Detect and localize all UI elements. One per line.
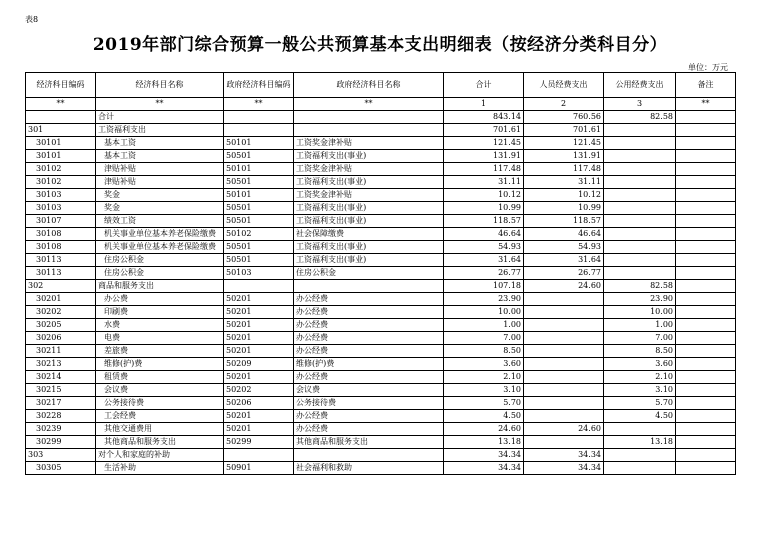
table-row — [26, 137, 736, 150]
header-gov-name: 政府经济科目名称 — [294, 73, 444, 98]
header-row — [26, 73, 736, 98]
public-cell — [604, 215, 676, 228]
name-cell: 其他商品和服务支出 — [96, 436, 224, 449]
total-cell: 8.50 — [444, 345, 524, 358]
total-cell: 843.14 — [444, 111, 524, 124]
note-cell — [676, 332, 736, 345]
personnel-cell — [524, 358, 604, 371]
gov-name-cell: 工资福利支出(事业) — [294, 254, 444, 267]
gov-name-cell: 办公经费 — [294, 319, 444, 332]
note-cell — [676, 293, 736, 306]
code-cell: 30103 — [26, 202, 96, 215]
note-cell — [676, 358, 736, 371]
personnel-cell — [524, 293, 604, 306]
table-row — [26, 345, 736, 358]
note-cell — [676, 215, 736, 228]
personnel-cell: 26.77 — [524, 267, 604, 280]
public-cell — [604, 189, 676, 202]
public-cell — [604, 137, 676, 150]
total-cell: 23.90 — [444, 293, 524, 306]
table-row — [26, 397, 736, 410]
total-cell: 107.18 — [444, 280, 524, 293]
table-row — [26, 410, 736, 423]
code-cell: 30101 — [26, 150, 96, 163]
gov-code-cell — [224, 449, 294, 462]
table-row — [26, 436, 736, 449]
header-personnel: 人员经费支出 — [524, 73, 604, 98]
code-cell: 30103 — [26, 189, 96, 202]
personnel-cell: 10.12 — [524, 189, 604, 202]
gov-code-cell: 50501 — [224, 150, 294, 163]
table-row — [26, 462, 736, 475]
name-cell: 工会经费 — [96, 410, 224, 423]
table-row — [26, 254, 736, 267]
gov-name-cell: 社会保障缴费 — [294, 228, 444, 241]
code-cell: 301 — [26, 124, 96, 137]
marker-cell: 3 — [604, 98, 676, 111]
note-cell — [676, 423, 736, 436]
code-cell: 30205 — [26, 319, 96, 332]
code-cell: 30108 — [26, 228, 96, 241]
personnel-cell: 24.60 — [524, 423, 604, 436]
personnel-cell: 131.91 — [524, 150, 604, 163]
marker-cell: ** — [294, 98, 444, 111]
gov-name-cell — [294, 449, 444, 462]
header-econ-code: 经济科目编码 — [26, 73, 96, 98]
note-cell — [676, 176, 736, 189]
personnel-cell — [524, 319, 604, 332]
code-cell: 30214 — [26, 371, 96, 384]
gov-code-cell: 50501 — [224, 176, 294, 189]
total-cell: 3.60 — [444, 358, 524, 371]
code-cell: 30215 — [26, 384, 96, 397]
gov-code-cell: 50299 — [224, 436, 294, 449]
name-cell: 奖金 — [96, 202, 224, 215]
public-cell: 4.50 — [604, 410, 676, 423]
total-cell: 31.64 — [444, 254, 524, 267]
table-row — [26, 189, 736, 202]
gov-code-cell: 50501 — [224, 202, 294, 215]
personnel-cell — [524, 332, 604, 345]
public-cell — [604, 254, 676, 267]
code-cell: 303 — [26, 449, 96, 462]
public-cell: 1.00 — [604, 319, 676, 332]
personnel-cell: 117.48 — [524, 163, 604, 176]
note-cell — [676, 371, 736, 384]
header-total: 合计 — [444, 73, 524, 98]
expenditure-table — [25, 72, 736, 475]
public-cell — [604, 163, 676, 176]
note-cell — [676, 202, 736, 215]
name-cell: 生活补助 — [96, 462, 224, 475]
marker-cell: 1 — [444, 98, 524, 111]
total-cell: 10.99 — [444, 202, 524, 215]
name-cell: 合计 — [96, 111, 224, 124]
gov-name-cell: 办公经费 — [294, 410, 444, 423]
table-row — [26, 267, 736, 280]
gov-code-cell: 50101 — [224, 137, 294, 150]
public-cell — [604, 267, 676, 280]
note-cell — [676, 449, 736, 462]
gov-code-cell: 50101 — [224, 163, 294, 176]
page-title: 2019年部门综合预算一般公共预算基本支出明细表（按经济分类科目分） — [92, 35, 668, 55]
gov-code-cell: 50103 — [224, 267, 294, 280]
note-cell — [676, 267, 736, 280]
table-row — [26, 423, 736, 436]
gov-code-cell: 50201 — [224, 410, 294, 423]
total-cell: 1.00 — [444, 319, 524, 332]
header-note: 备注 — [676, 73, 736, 98]
personnel-cell: 24.60 — [524, 280, 604, 293]
gov-name-cell: 住房公积金 — [294, 267, 444, 280]
personnel-cell: 118.57 — [524, 215, 604, 228]
code-cell: 30102 — [26, 176, 96, 189]
table-row — [26, 306, 736, 319]
name-cell: 津贴补贴 — [96, 176, 224, 189]
total-cell: 117.48 — [444, 163, 524, 176]
gov-name-cell: 办公经费 — [294, 423, 444, 436]
total-cell: 2.10 — [444, 371, 524, 384]
total-cell: 54.93 — [444, 241, 524, 254]
gov-name-cell: 工资福利支出(事业) — [294, 241, 444, 254]
code-cell: 30113 — [26, 267, 96, 280]
public-cell: 7.00 — [604, 332, 676, 345]
code-cell: 30101 — [26, 137, 96, 150]
code-cell: 30202 — [26, 306, 96, 319]
name-cell: 公务接待费 — [96, 397, 224, 410]
personnel-cell: 10.99 — [524, 202, 604, 215]
gov-code-cell: 50201 — [224, 293, 294, 306]
gov-name-cell: 其他商品和服务支出 — [294, 436, 444, 449]
table-row — [26, 319, 736, 332]
marker-cell: ** — [676, 98, 736, 111]
gov-name-cell: 工资奖金津补贴 — [294, 163, 444, 176]
table-row — [26, 228, 736, 241]
gov-name-cell: 办公经费 — [294, 332, 444, 345]
table-row — [26, 332, 736, 345]
gov-name-cell: 会议费 — [294, 384, 444, 397]
public-cell — [604, 176, 676, 189]
public-cell: 10.00 — [604, 306, 676, 319]
table-row — [26, 280, 736, 293]
note-cell — [676, 254, 736, 267]
name-cell: 水费 — [96, 319, 224, 332]
name-cell: 住房公积金 — [96, 267, 224, 280]
public-cell — [604, 202, 676, 215]
total-cell: 10.12 — [444, 189, 524, 202]
gov-code-cell: 50101 — [224, 189, 294, 202]
public-cell: 5.70 — [604, 397, 676, 410]
total-cell: 4.50 — [444, 410, 524, 423]
note-cell — [676, 124, 736, 137]
public-cell: 82.58 — [604, 111, 676, 124]
header-gov-code: 政府经济科目编码 — [224, 73, 294, 98]
personnel-cell — [524, 371, 604, 384]
note-cell — [676, 397, 736, 410]
public-cell: 3.60 — [604, 358, 676, 371]
code-cell: 30102 — [26, 163, 96, 176]
code-cell: 30113 — [26, 254, 96, 267]
code-cell: 30213 — [26, 358, 96, 371]
total-cell: 701.61 — [444, 124, 524, 137]
gov-name-cell: 维修(护)费 — [294, 358, 444, 371]
table-row — [26, 358, 736, 371]
public-cell: 8.50 — [604, 345, 676, 358]
gov-code-cell: 50501 — [224, 254, 294, 267]
gov-code-cell: 50501 — [224, 215, 294, 228]
name-cell: 其他交通费用 — [96, 423, 224, 436]
name-cell: 津贴补贴 — [96, 163, 224, 176]
header-econ-name: 经济科目名称 — [96, 73, 224, 98]
gov-code-cell: 50901 — [224, 462, 294, 475]
personnel-cell — [524, 410, 604, 423]
public-cell: 23.90 — [604, 293, 676, 306]
total-cell: 10.00 — [444, 306, 524, 319]
gov-code-cell: 50201 — [224, 345, 294, 358]
sheet-label: 表8 — [25, 15, 39, 24]
code-cell: 30201 — [26, 293, 96, 306]
table-row — [26, 111, 736, 124]
name-cell: 会议费 — [96, 384, 224, 397]
note-cell — [676, 410, 736, 423]
table-row — [26, 449, 736, 462]
code-cell: 30108 — [26, 241, 96, 254]
unit-label: 单位：万元 — [688, 63, 728, 72]
note-cell — [676, 280, 736, 293]
name-cell: 绩效工资 — [96, 215, 224, 228]
table-row — [26, 202, 736, 215]
total-cell: 5.70 — [444, 397, 524, 410]
marker-cell: 2 — [524, 98, 604, 111]
note-cell — [676, 241, 736, 254]
gov-name-cell: 工资福利支出(事业) — [294, 202, 444, 215]
gov-code-cell: 50202 — [224, 384, 294, 397]
gov-code-cell: 50102 — [224, 228, 294, 241]
gov-code-cell: 50206 — [224, 397, 294, 410]
public-cell — [604, 150, 676, 163]
table-row — [26, 215, 736, 228]
personnel-cell: 54.93 — [524, 241, 604, 254]
public-cell — [604, 228, 676, 241]
table-row — [26, 241, 736, 254]
personnel-cell: 121.45 — [524, 137, 604, 150]
public-cell — [604, 449, 676, 462]
name-cell: 维修(护)费 — [96, 358, 224, 371]
table-row — [26, 371, 736, 384]
personnel-cell: 760.56 — [524, 111, 604, 124]
total-cell: 24.60 — [444, 423, 524, 436]
total-cell: 46.64 — [444, 228, 524, 241]
gov-name-cell — [294, 111, 444, 124]
table-row — [26, 384, 736, 397]
code-cell: 30217 — [26, 397, 96, 410]
gov-code-cell — [224, 124, 294, 137]
total-cell: 13.18 — [444, 436, 524, 449]
public-cell — [604, 423, 676, 436]
note-cell — [676, 150, 736, 163]
table-row — [26, 124, 736, 137]
gov-name-cell: 社会福利和救助 — [294, 462, 444, 475]
marker-row — [26, 98, 736, 111]
marker-cell: ** — [96, 98, 224, 111]
header-public: 公用经费支出 — [604, 73, 676, 98]
note-cell — [676, 384, 736, 397]
total-cell: 7.00 — [444, 332, 524, 345]
gov-code-cell: 50209 — [224, 358, 294, 371]
code-cell — [26, 111, 96, 124]
code-cell: 30211 — [26, 345, 96, 358]
total-cell: 118.57 — [444, 215, 524, 228]
public-cell: 3.10 — [604, 384, 676, 397]
gov-code-cell: 50201 — [224, 371, 294, 384]
personnel-cell: 46.64 — [524, 228, 604, 241]
personnel-cell: 31.64 — [524, 254, 604, 267]
gov-name-cell: 公务接待费 — [294, 397, 444, 410]
marker-cell: ** — [224, 98, 294, 111]
gov-name-cell — [294, 280, 444, 293]
total-cell: 31.11 — [444, 176, 524, 189]
gov-code-cell: 50201 — [224, 306, 294, 319]
name-cell: 住房公积金 — [96, 254, 224, 267]
gov-code-cell — [224, 111, 294, 124]
personnel-cell — [524, 384, 604, 397]
gov-code-cell: 50201 — [224, 332, 294, 345]
name-cell: 租赁费 — [96, 371, 224, 384]
gov-name-cell: 办公经费 — [294, 293, 444, 306]
gov-name-cell: 办公经费 — [294, 371, 444, 384]
code-cell: 30228 — [26, 410, 96, 423]
personnel-cell: 31.11 — [524, 176, 604, 189]
name-cell: 电费 — [96, 332, 224, 345]
note-cell — [676, 189, 736, 202]
name-cell: 机关事业单位基本养老保险缴费 — [96, 241, 224, 254]
name-cell: 印刷费 — [96, 306, 224, 319]
table-row — [26, 150, 736, 163]
gov-code-cell: 50501 — [224, 241, 294, 254]
gov-code-cell: 50201 — [224, 423, 294, 436]
note-cell — [676, 436, 736, 449]
note-cell — [676, 319, 736, 332]
note-cell — [676, 306, 736, 319]
public-cell — [604, 462, 676, 475]
total-cell: 34.34 — [444, 449, 524, 462]
gov-code-cell — [224, 280, 294, 293]
gov-name-cell: 工资奖金津补贴 — [294, 137, 444, 150]
code-cell: 30305 — [26, 462, 96, 475]
personnel-cell — [524, 397, 604, 410]
note-cell — [676, 111, 736, 124]
table-body — [26, 111, 736, 475]
marker-cell: ** — [26, 98, 96, 111]
personnel-cell: 701.61 — [524, 124, 604, 137]
gov-name-cell: 工资奖金津补贴 — [294, 189, 444, 202]
public-cell — [604, 241, 676, 254]
gov-name-cell: 工资福利支出(事业) — [294, 215, 444, 228]
code-cell: 30299 — [26, 436, 96, 449]
public-cell: 82.58 — [604, 280, 676, 293]
note-cell — [676, 228, 736, 241]
total-cell: 3.10 — [444, 384, 524, 397]
gov-name-cell: 工资福利支出(事业) — [294, 150, 444, 163]
name-cell: 基本工资 — [96, 137, 224, 150]
name-cell: 奖金 — [96, 189, 224, 202]
personnel-cell: 34.34 — [524, 449, 604, 462]
table-row — [26, 176, 736, 189]
table-row — [26, 163, 736, 176]
public-cell: 13.18 — [604, 436, 676, 449]
gov-name-cell — [294, 124, 444, 137]
public-cell: 2.10 — [604, 371, 676, 384]
code-cell: 30239 — [26, 423, 96, 436]
total-cell: 26.77 — [444, 267, 524, 280]
total-cell: 121.45 — [444, 137, 524, 150]
gov-code-cell: 50201 — [224, 319, 294, 332]
code-cell: 302 — [26, 280, 96, 293]
total-cell: 34.34 — [444, 462, 524, 475]
name-cell: 办公费 — [96, 293, 224, 306]
personnel-cell — [524, 345, 604, 358]
gov-name-cell: 办公经费 — [294, 306, 444, 319]
name-cell: 工资福利支出 — [96, 124, 224, 137]
table-row — [26, 293, 736, 306]
personnel-cell — [524, 306, 604, 319]
gov-name-cell: 工资福利支出(事业) — [294, 176, 444, 189]
gov-name-cell: 办公经费 — [294, 345, 444, 358]
personnel-cell: 34.34 — [524, 462, 604, 475]
note-cell — [676, 163, 736, 176]
public-cell — [604, 124, 676, 137]
name-cell: 机关事业单位基本养老保险缴费 — [96, 228, 224, 241]
name-cell: 差旅费 — [96, 345, 224, 358]
note-cell — [676, 345, 736, 358]
name-cell: 商品和服务支出 — [96, 280, 224, 293]
name-cell: 对个人和家庭的补助 — [96, 449, 224, 462]
code-cell: 30206 — [26, 332, 96, 345]
code-cell: 30107 — [26, 215, 96, 228]
note-cell — [676, 137, 736, 150]
total-cell: 131.91 — [444, 150, 524, 163]
name-cell: 基本工资 — [96, 150, 224, 163]
note-cell — [676, 462, 736, 475]
personnel-cell — [524, 436, 604, 449]
